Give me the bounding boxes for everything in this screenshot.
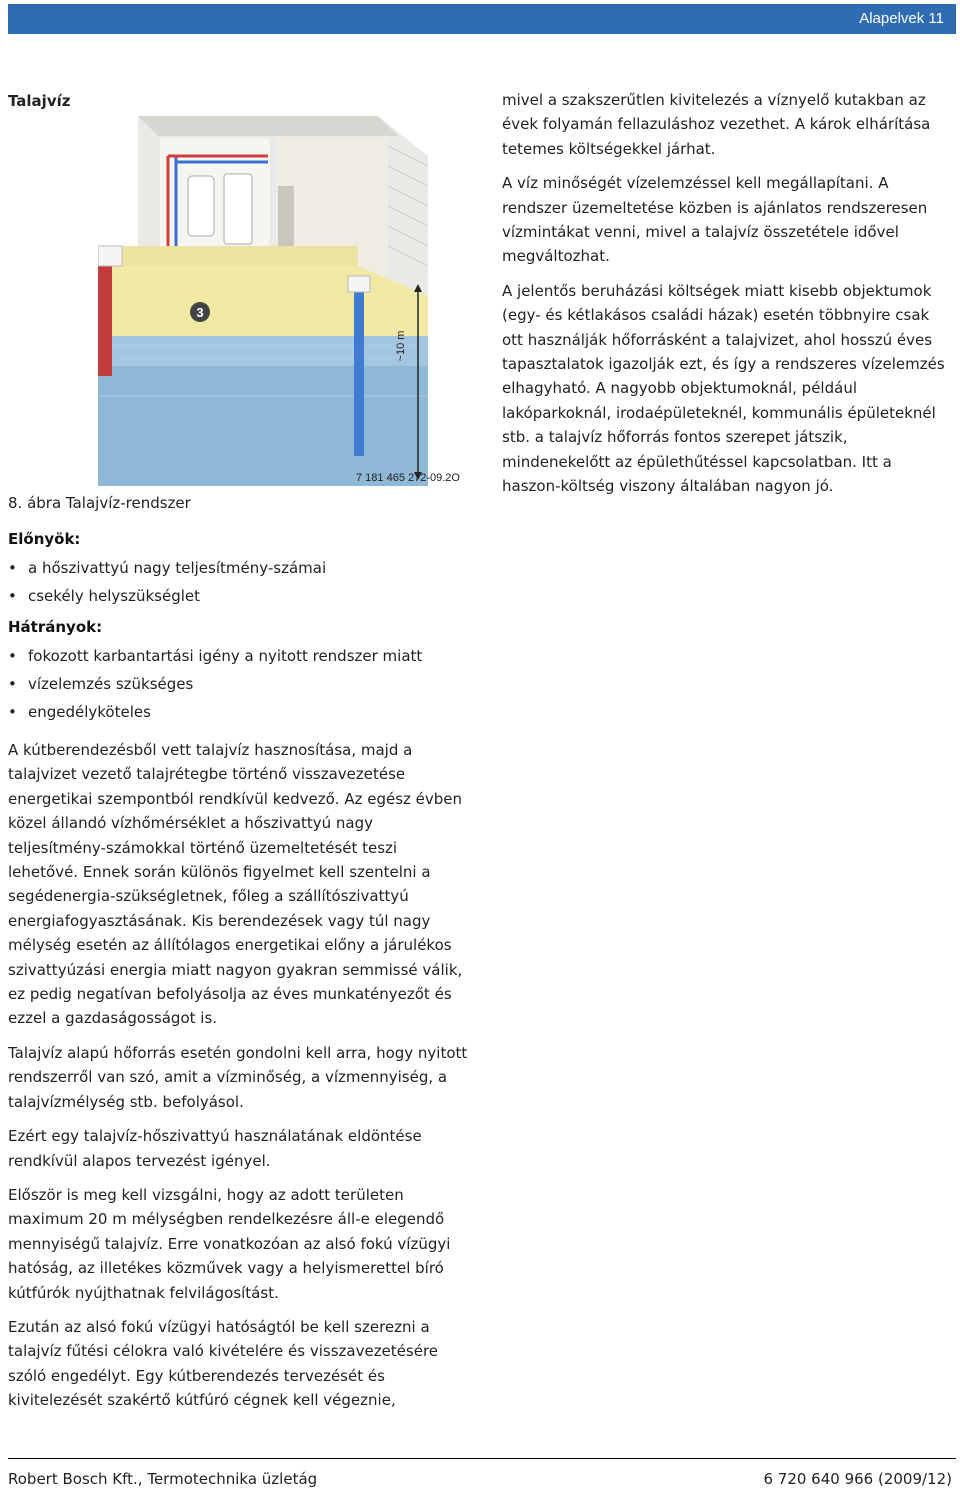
- figure-code: 7 181 465 272-09.2O: [356, 472, 460, 484]
- footer-rule: [8, 1458, 956, 1459]
- heat-pump-unit: [188, 176, 214, 236]
- body-paragraph: Ezért egy talajvíz-hőszivattyú használatának eldöntése rendkívül alapos tervezést igényel.: [8, 1127, 422, 1170]
- body-paragraph: mivel a szakszerűtlen kivitelezés a víznyelő kutakban az évek folyamán fellazuláshoz vezethet. A károk elhárítása tetemes költségekkel járhat.: [502, 91, 931, 158]
- figure-caption: 8. ábra Talajvíz-rendszer: [8, 494, 191, 512]
- left-column-body: [8, 530, 470, 1413]
- body-paragraph: A víz minőségét vízelemzéssel kell megállapítani. A rendszer üzemeltetése közben is ajánlatos rendszeresen vízmintákat venni, mivel a talajvíz összetétele idővel megváltozhat.: [502, 174, 928, 266]
- body-paragraph: Ezután az alsó fokú vízügyi hatóságtól be kell szerezni a talajvíz fűtési célokra való kivételére és visszavezetésére szóló engedélyt. Egy kútberendezés tervezését és kivitelezését szakértő kútfúró cégnek kell végeznie,: [8, 1317, 439, 1410]
- depth-label: ~10 m: [395, 330, 407, 362]
- list-item: • vízelemzés szükséges: [8, 670, 470, 698]
- body-paragraph: Először is meg kell vizsgálni, hogy az adott területen maximum 20 m mélységben rendelkezésre áll-e elegendő mennyiségű talajvíz. Erre vonatkozóan az alsó fokú vízügyi hatóság, az illetékes közművek vagy a helyismerettel bíró kútfúrók nyújthatnak felvilágosítást.: [8, 1185, 451, 1302]
- right-column: [502, 88, 954, 499]
- header-title: Alapelvek 11: [859, 10, 944, 27]
- section-heading-talajviz: Talajvíz: [8, 92, 71, 110]
- body-paragraph: Talajvíz alapú hőforrás esetén gondolni kell arra, hogy nyitott rendszerről van szó, amit a vízminőség, a vízmennyiség, a talajvízmélység stb. befolyásol.: [8, 1043, 468, 1111]
- list-item: • csekély helyszükséglet: [8, 582, 470, 610]
- list-item: • a hőszivattyú nagy teljesítmény-számai: [8, 554, 470, 582]
- header-bar: [8, 4, 956, 34]
- advantages-list: [8, 554, 470, 610]
- figure-marker: 3: [196, 305, 204, 320]
- advantages-heading: Előnyök:: [8, 530, 81, 548]
- list-item: • fokozott karbantartási igény a nyitott rendszer miatt: [8, 642, 470, 670]
- disadvantages-list: [8, 642, 470, 726]
- illustration-svg: [98, 96, 458, 488]
- disadvantages-heading: Hátrányok:: [8, 618, 103, 636]
- footer-company: Robert Bosch Kft., Termotechnika üzletág: [8, 1470, 318, 1488]
- groundwater-system-illustration: [98, 96, 458, 488]
- list-item: • engedélyköteles: [8, 698, 470, 726]
- house-ceiling: [138, 116, 398, 136]
- radiator: [278, 186, 294, 246]
- footer-doc-number: 6 720 640 966 (2009/12): [763, 1470, 952, 1488]
- body-paragraph: A jelentős beruházási költségek miatt kisebb objektumok (egy- és kétlakásos családi házak) esetén többnyire csak ott használják hőforrásként a talajvizet, ahol hosszú éves tapasztalatok igazolják ezt, és így a rendszeres vízelemzés elhagyható. A nagyobb objektumoknál, például lakóparkoknál, irodaépületeknél, kommunális épületeknél stb. a talajvíz hőforrás fontos szerepet játszik, mindenekelőtt az épülethűtéssel kapcsolatban. Itt a haszon-költség viszony általában nagyon jó.: [502, 281, 945, 496]
- body-paragraph: A kútberendezésből vett talajvíz hasznosítása, majd a talajvizet vezető talajrétegbe történő visszavezetése energetikai szempontból rendkívül kedvező. Az egész évben közel állandó vízhőmérséklet a hőszivattyú nagy teljesítmény-számokkal történő üzemeltetését teszi lehetővé. Ennek során különös figyelmet kell szentelni a segédenergia-szükségletnek, főleg a szállítószivattyú energiafogyasztásának. Kis berendezések vagy túl nagy mélység esetén az állítólagos energetikai előny a járulékos szivattyúzási energia miatt nagyon gyakran semmissé válik, ez pedig negatívan befolyásolja az éves munkatényezőt és ezzel a gazdaságosságot is.: [8, 741, 463, 1028]
- storage-tank: [224, 174, 252, 244]
- return-well: [354, 276, 364, 456]
